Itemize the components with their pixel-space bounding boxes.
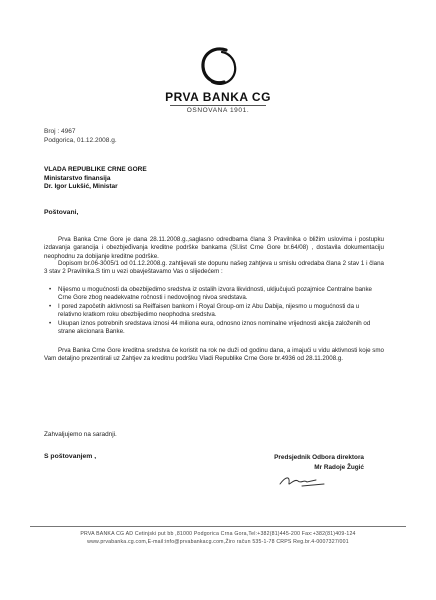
list-item [44,286,384,303]
place-date: Podgorica, 01.12.2008.g. [44,136,117,144]
letterhead-divider [170,105,266,106]
bullet-icon: • [49,320,52,328]
bullet-icon: • [49,286,52,293]
body-paragraph: Dopisom br.06-3005/1 od 01.12.2008.g. zahtijevali ste dopunu našeg zahtjeva u smislu odredaba člana 2 stav 1 i člana 3 stav 2 Pravilnika.S tim u vezi obavještavamo Vas o slijedećem : [44,260,384,276]
footer-address: PRVA BANKA CG AD Cetinjski put bb ,81000 Podgorica Crna Gora,Tel:+382(81)445-200 Fax:+382(81)409-124 [80,531,356,537]
reference-block [44,128,117,145]
recipient-line: VLADA REPUBLIKE CRNE GORE [44,166,147,173]
list-item [44,320,384,337]
bank-logo-icon [196,44,242,90]
recipient-line: Dr. Igor Lukšić, Ministar [44,183,118,190]
recipient-line: Ministarstvo finansija [44,174,111,182]
handwritten-signature-icon [276,472,336,490]
bank-name: PRVA BANKA CG [165,90,271,104]
bullet-icon: • [49,303,52,311]
bullet-list [44,286,384,337]
footer-contact: www.prvabanka.cg.com,E-mail:info@prvabankacg.com,Žiro račun 535-1-78 CRPS Reg.br.4-0007327/001 [87,539,349,545]
regards-line: S poštovanjem , [44,453,97,460]
list-item-text: I pored započetih aktivnosti sa Reiffaisen bankom i Royal Group-om iz Abu Dabija, nijesmo u mogućnosti da u relativno kratkom roku obezbijedimo neophodna sredstva. [58,303,360,319]
thanks-line: Zahvaljujemo na saradnji. [44,431,117,438]
list-item-text: Ukupan iznos potrebnih sredstava iznosi 44 miliona eura, odnosno iznos nominalne vrijednosti akcija založenih od strane akcionara Banke. [58,320,371,336]
greeting: Poštovani, [44,209,79,216]
reference-number: Broj : 4967 [44,128,76,135]
body-paragraph: Prva Banka Crne Gore kreditna sredstva će koristit na rok ne duži od godinu dana, a imajući u vidu aktivnosti koje smo Vam detaljno prezentirali uz Zahtjev za kreditnu podršku Vladi Republike Crne Gore br.4936 od 28.11.2008.g. [44,347,384,363]
signer-title: Predsjednik Odbora direktora [274,454,364,461]
list-item-text: Nijesmo u mogućnosti da obezbijedimo sredstva iz ostalih izvora likvidnosti, uključujući pozajmice Centralne banke Crne Gore zbog neadekvatne ročnosti i nedovoljnog nivoa sredstava. [58,286,372,302]
footer-divider [30,526,406,527]
body-paragraph: Prva Banka Crne Gore je dana 28.11.2008.g.,saglasno odredbama člana 3 Pravilnika o bližim uslovima i postupku izdavanja garancija i obezbjeđivanja kreditne podrške bankama (Sl.list Crne Gore br.64/08) , dostavila dokumentaciju neophodnu za dobijanje kreditne podrške. [44,236,384,260]
recipient-block [44,166,147,192]
list-item [44,303,384,320]
founded-text: OSNOVANA 1901. [186,107,250,114]
signer-name: Mr Radoje Žugić [314,464,364,471]
